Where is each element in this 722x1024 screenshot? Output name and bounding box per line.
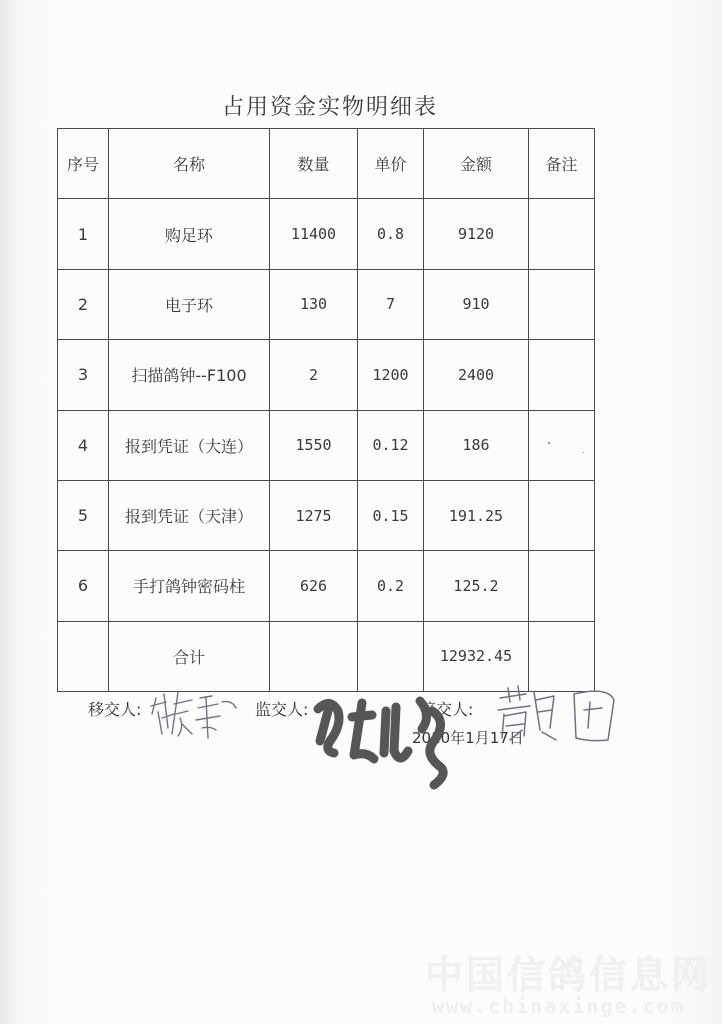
cell-qty: 130: [270, 269, 358, 339]
cell-note: [529, 410, 595, 480]
cell-name: 报到凭证（天津）: [109, 480, 270, 550]
table-row: [58, 480, 595, 550]
paper-speck: [548, 442, 550, 444]
cell-name: 报到凭证（大连）: [109, 410, 270, 480]
receiver-label: 接交人:: [420, 700, 474, 719]
transferor-signature: [148, 684, 240, 744]
total-label: 合计: [109, 621, 270, 691]
header-note: 备注: [529, 129, 595, 199]
header-amount: 金额: [424, 129, 529, 199]
cell-note: [529, 551, 595, 621]
cell-name: 购足环: [109, 199, 270, 269]
header-name: 名称: [109, 129, 270, 199]
cell-price: 7: [358, 269, 424, 339]
cell-seq: [58, 621, 109, 691]
header-qty: 数量: [270, 129, 358, 199]
cell-name: 扫描鸽钟--F100: [109, 340, 270, 410]
cell-qty: 626: [270, 551, 358, 621]
cell-qty: 1275: [270, 480, 358, 550]
cell-amount: 125.2: [424, 551, 529, 621]
cell-qty: 2: [270, 340, 358, 410]
cell-seq: 6: [58, 551, 109, 621]
cell-seq: 2: [58, 269, 109, 339]
cell-note: [529, 199, 595, 269]
cell-note: [529, 480, 595, 550]
cell-amount: 191.25: [424, 480, 529, 550]
cell-price: 1200: [358, 340, 424, 410]
date-text: 2010年1月17日: [412, 729, 524, 747]
supervisor-signature: [308, 681, 466, 799]
table-row: [58, 551, 595, 621]
table-row: [58, 199, 595, 269]
watermark-url: www.chinaxinge.com: [432, 994, 685, 1018]
watermark-site-name: 中国信鸽信息网: [425, 953, 713, 997]
detail-table: [57, 128, 595, 692]
header-price: 单价: [358, 129, 424, 199]
table-header-row: [58, 129, 595, 199]
table-row: [58, 269, 595, 339]
cell-amount: 2400: [424, 340, 529, 410]
cell-name: 手打鸽钟密码柱: [109, 551, 270, 621]
cell-seq: 5: [58, 480, 109, 550]
cell-price: 0.2: [358, 551, 424, 621]
cell-amount: 186: [424, 410, 529, 480]
cell-amount: 9120: [424, 199, 529, 269]
cell-seq: 4: [58, 410, 109, 480]
cell-seq: 3: [58, 340, 109, 410]
receiver-signature: [490, 680, 625, 752]
transferor-label: 移交人:: [88, 700, 142, 719]
header-seq: 序号: [58, 129, 109, 199]
cell-note: [529, 340, 595, 410]
document-title: 占用资金实物明细表: [221, 95, 438, 120]
cell-note: [529, 269, 595, 339]
table-row: [58, 410, 595, 480]
cell-price: 0.8: [358, 199, 424, 269]
cell-price: 0.12: [358, 410, 424, 480]
cell-amount: 910: [424, 269, 529, 339]
cell-name: 电子环: [109, 269, 270, 339]
total-amount: 12932.45: [424, 621, 529, 691]
supervisor-label: 监交人:: [255, 700, 309, 719]
paper-speck: [583, 452, 584, 453]
cell-qty: 11400: [270, 199, 358, 269]
cell-qty: 1550: [270, 410, 358, 480]
cell-price: 0.15: [358, 480, 424, 550]
cell-seq: 1: [58, 199, 109, 269]
table-row: [58, 340, 595, 410]
